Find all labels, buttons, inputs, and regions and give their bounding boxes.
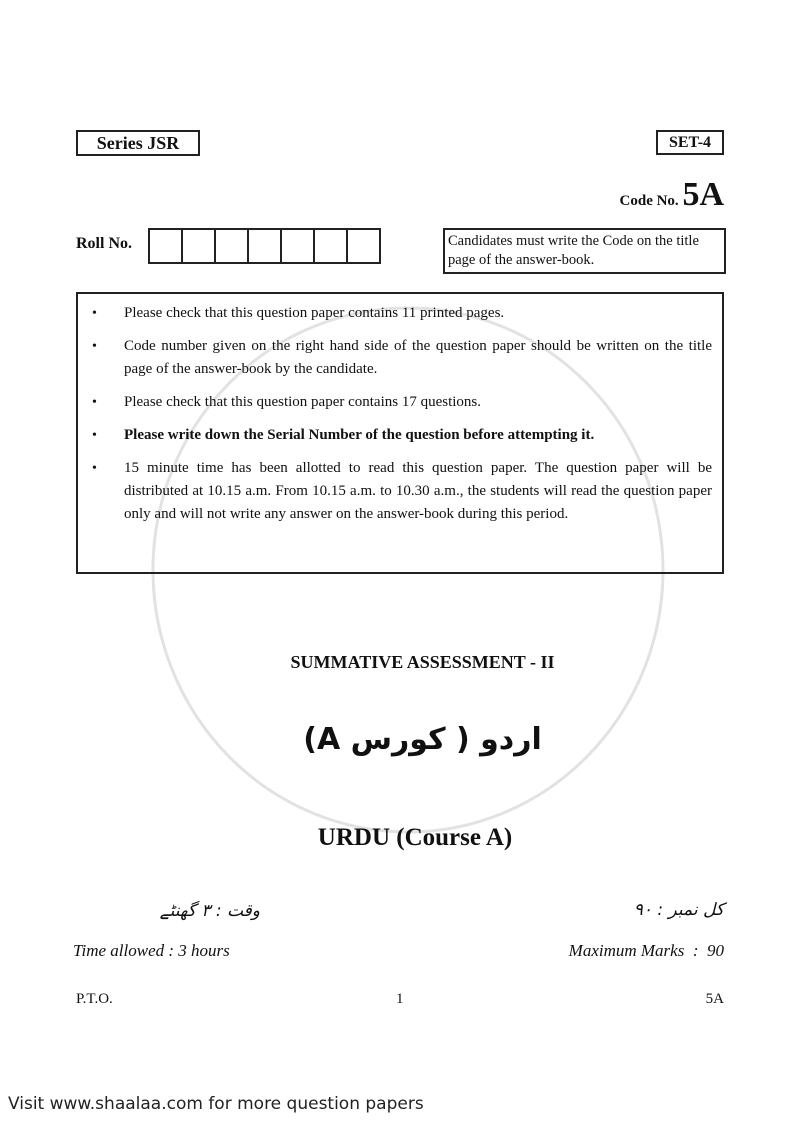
instructions-box [76, 292, 724, 574]
urdu-time-allowed: وقت : ۳ گھنٹے [159, 901, 260, 921]
instruction-row [92, 424, 712, 447]
roll-box[interactable] [150, 230, 183, 262]
code-value: 5A [682, 176, 724, 213]
bullet: • [92, 306, 97, 321]
instruction-item: Please write down the Serial Number of the question before attempting it. [124, 427, 595, 443]
roll-number-boxes[interactable] [148, 228, 381, 264]
instruction-row [92, 457, 712, 526]
roll-box[interactable] [282, 230, 315, 262]
urdu-maximum-marks: کل نمبر : ۹۰ [633, 900, 724, 920]
roll-box[interactable] [216, 230, 249, 262]
instruction-item: 15 minute time has been allotted to read this question paper. The question paper will be distributed at 10.15 a.m. From 10.15 a.m. to 10.30 a.m., the students will read the question paper only and will not write any answer on the answer-book during this period. [124, 460, 712, 522]
pto-label: P.T.O. [76, 991, 113, 1007]
instruction-item: Please check that this question paper contains 17 questions. [124, 394, 482, 410]
roll-box[interactable] [249, 230, 282, 262]
subject-title: URDU (Course A) [317, 824, 513, 851]
bullet: • [92, 461, 97, 476]
series-label: Series JSR [76, 130, 200, 156]
roll-label: Roll No. [76, 235, 132, 252]
code-number [620, 176, 724, 214]
set-label: SET-4 [656, 130, 724, 155]
roll-box[interactable] [183, 230, 216, 262]
time-allowed: Time allowed : 3 hours [73, 941, 230, 960]
candidates-note: Candidates must write the Code on the title page of the answer-book. [443, 228, 726, 274]
code-label: Code No. [619, 193, 679, 209]
instruction-row [92, 335, 712, 381]
roll-box[interactable] [315, 230, 348, 262]
bullet: • [92, 428, 97, 443]
instruction-item: Code number given on the right hand side of the question paper should be written on the title page of the answer-book by the candidate. [124, 338, 712, 377]
instruction-row [92, 391, 712, 414]
bullet: • [92, 339, 97, 354]
page-number: 1 [396, 991, 404, 1007]
assessment-title: SUMMATIVE ASSESSMENT - II [290, 652, 555, 672]
instruction-row [92, 302, 712, 325]
roll-box[interactable] [348, 230, 379, 262]
site-footer-link[interactable]: Visit www.shaalaa.com for more question papers [8, 1094, 424, 1114]
maximum-marks: Maximum Marks : 90 [568, 941, 724, 960]
page-code: 5A [705, 991, 724, 1007]
instruction-item: Please check that this question paper contains 11 printed pages. [124, 305, 505, 321]
bullet: • [92, 395, 97, 410]
urdu-subject-title: اردو ( کورس A) [303, 722, 542, 757]
